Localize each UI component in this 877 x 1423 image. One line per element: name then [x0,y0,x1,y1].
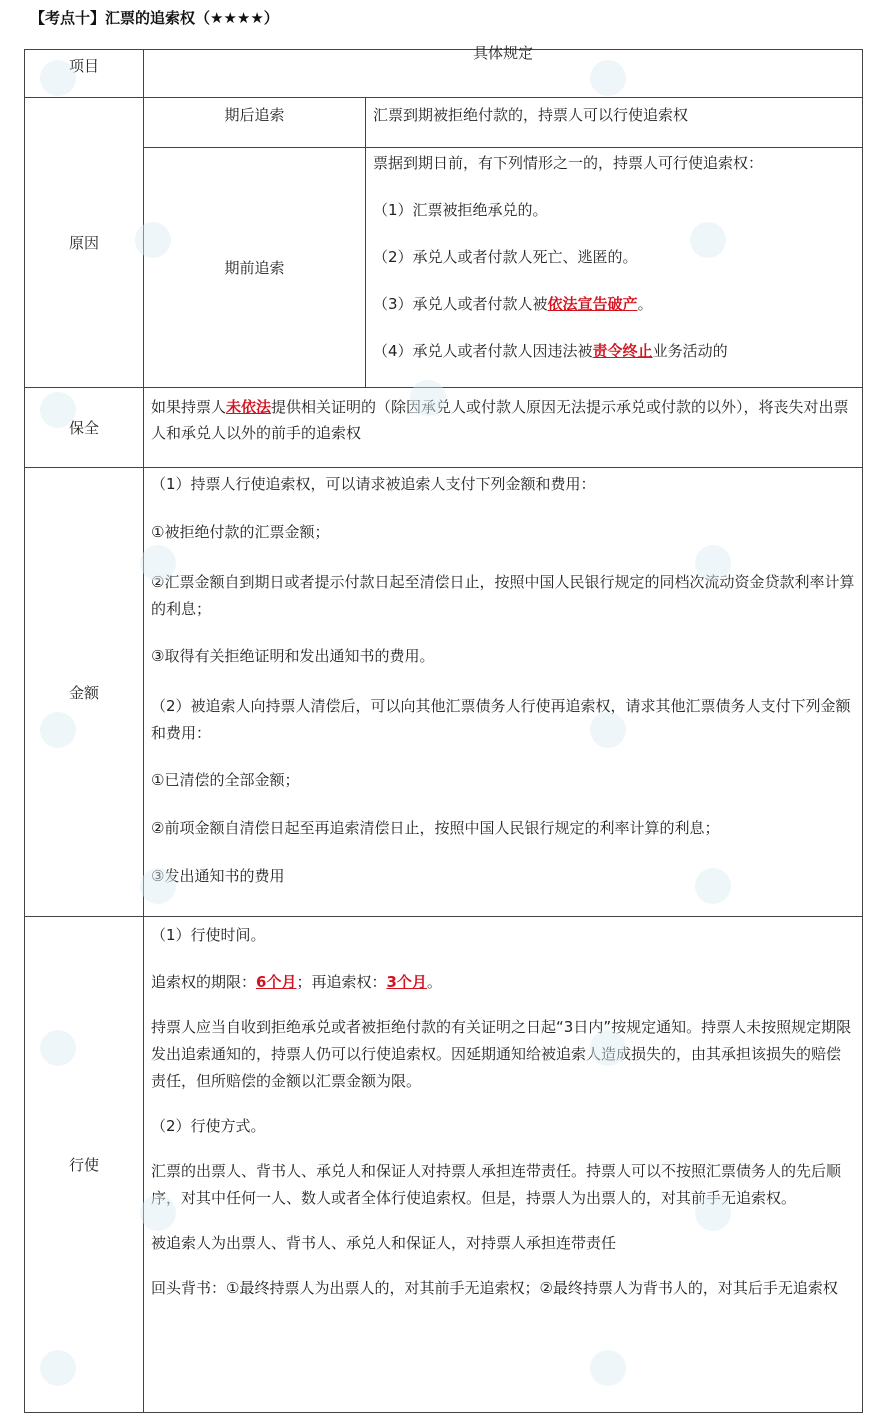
item-3-end: 。 [637,294,653,313]
after-due-text-content: 汇票到期被拒绝付款的，持票人可以行使追索权 [373,106,689,124]
item-3-text: （3）承兑人或者付款人被 [373,294,548,313]
exercise-p4: （2）行使方式。 [151,1117,266,1135]
amount-p8: ③发出通知书的费用 [151,867,285,885]
exercise-p5: 汇票的出票人、背书人、承兑人和保证人对持票人承担连带责任。持票人可以不按照汇票债务人的先后顺序，对其中任何一人、数人或者全体行使追索权。但是，持票人为出票人的，对其前手无追索权。 [151,1162,842,1207]
amount-p2: ①被拒绝付款的汇票金额； [151,523,330,541]
header-rules-label: 具体规定 [472,44,533,62]
item-4-text: （4）承兑人或者付款人因违法被 [373,341,593,360]
row-amount [25,468,863,917]
amount-p1: （1）持票人行使追索权，可以请求被追索人支付下列金额和费用： [151,475,596,493]
row-before-due [144,147,862,387]
header-rules [144,44,863,98]
before-due-item-4 [373,340,855,362]
reason-subtable [144,98,862,387]
after-due-label: 期后追索 [144,98,366,147]
exercise-p1: （1）行使时间。 [151,926,266,944]
exercise-p2-end: 。 [426,973,442,991]
preserve-content [144,388,863,468]
reason-content [144,98,863,388]
exercise-p6: 被追索人为出票人、背书人、承兑人和保证人，对持票人承担连带责任 [151,1234,617,1252]
item-4-highlight: 责令终止 [592,341,653,360]
amount-p5: （2）被追索人向持票人清偿后，可以向其他汇票债务人行使再追索权，请求其他汇票债务人支付下列金额和费用： [151,697,851,742]
exercise-p2 [151,969,855,996]
exercise-p3: 持票人应当自收到拒绝承兑或者被拒绝付款的有关证明之日起“3日内”按规定通知。持票人未按照规定期限发出追索通知的，持票人仍可以行使追索权。因延期通知给被追索人造成损失的，由其承担该损失的赔偿责任，但所赔偿的金额以汇票金额为限。 [151,1018,852,1090]
item-3-highlight: 依法宣告破产 [547,294,638,313]
before-due-item-2: （2）承兑人或者付款人死亡、逃匿的。 [373,247,638,266]
exercise-content [144,917,863,1413]
exercise-p2-mid: ；再追索权： [296,973,387,991]
exercise-p2-pre: 追索权的期限： [151,973,257,991]
header-item-label: 项目 [68,57,99,75]
before-due-item-3 [373,293,855,315]
exercise-p7: 回头背书：①最终持票人为出票人的，对其前手无追索权；②最终持票人为背书人的，对其后手无追索权 [151,1279,838,1297]
row-exercise [25,917,863,1413]
amount-content [144,468,863,917]
preserve-text-post: 提供相关证明的（除因承兑人或付款人原因无法提示承兑或付款的以外），将丧失对出票人和承兑人以外的前手的追索权 [151,398,849,442]
page-title: 【考点十】汇票的追索权（★★★★） [30,9,279,27]
label-preserve: 保全 [25,388,144,468]
exercise-p2-highlight-2: 3个月 [386,973,427,991]
label-exercise: 行使 [25,917,144,1413]
preserve-text [144,388,862,452]
label-amount: 金额 [25,468,144,917]
header-row [25,50,863,98]
label-reason: 原因 [25,98,144,388]
amount-p4: ③取得有关拒绝证明和发出通知书的费用。 [151,647,435,665]
item-4-end: 业务活动的 [652,341,728,360]
row-after-due [144,98,862,147]
row-reason [25,98,863,388]
amount-p6: ①已清偿的全部金额； [151,771,300,789]
after-due-text [366,98,863,147]
preserve-highlight: 未依法 [226,398,272,416]
row-preserve [25,388,863,468]
rules-table [24,44,863,1413]
before-due-label: 期前追索 [144,147,366,387]
exercise-p2-highlight-1: 6个月 [256,973,297,991]
amount-p7: ②前项金额自清偿日起至再追索清偿日止，按照中国人民银行规定的利率计算的利息； [151,819,720,837]
header-item [25,50,144,98]
amount-p3: ②汇票金额自到期日或者提示付款日起至清偿日止，按照中国人民银行规定的同档次流动资金贷款利率计算的利息； [151,573,855,618]
before-due-item-1: （1）汇票被拒绝承兑的。 [373,200,548,219]
before-due-text [366,147,863,387]
preserve-text-pre: 如果持票人 [151,398,227,416]
before-due-intro: 票据到期日前，有下列情形之一的，持票人可行使追索权： [373,153,764,172]
